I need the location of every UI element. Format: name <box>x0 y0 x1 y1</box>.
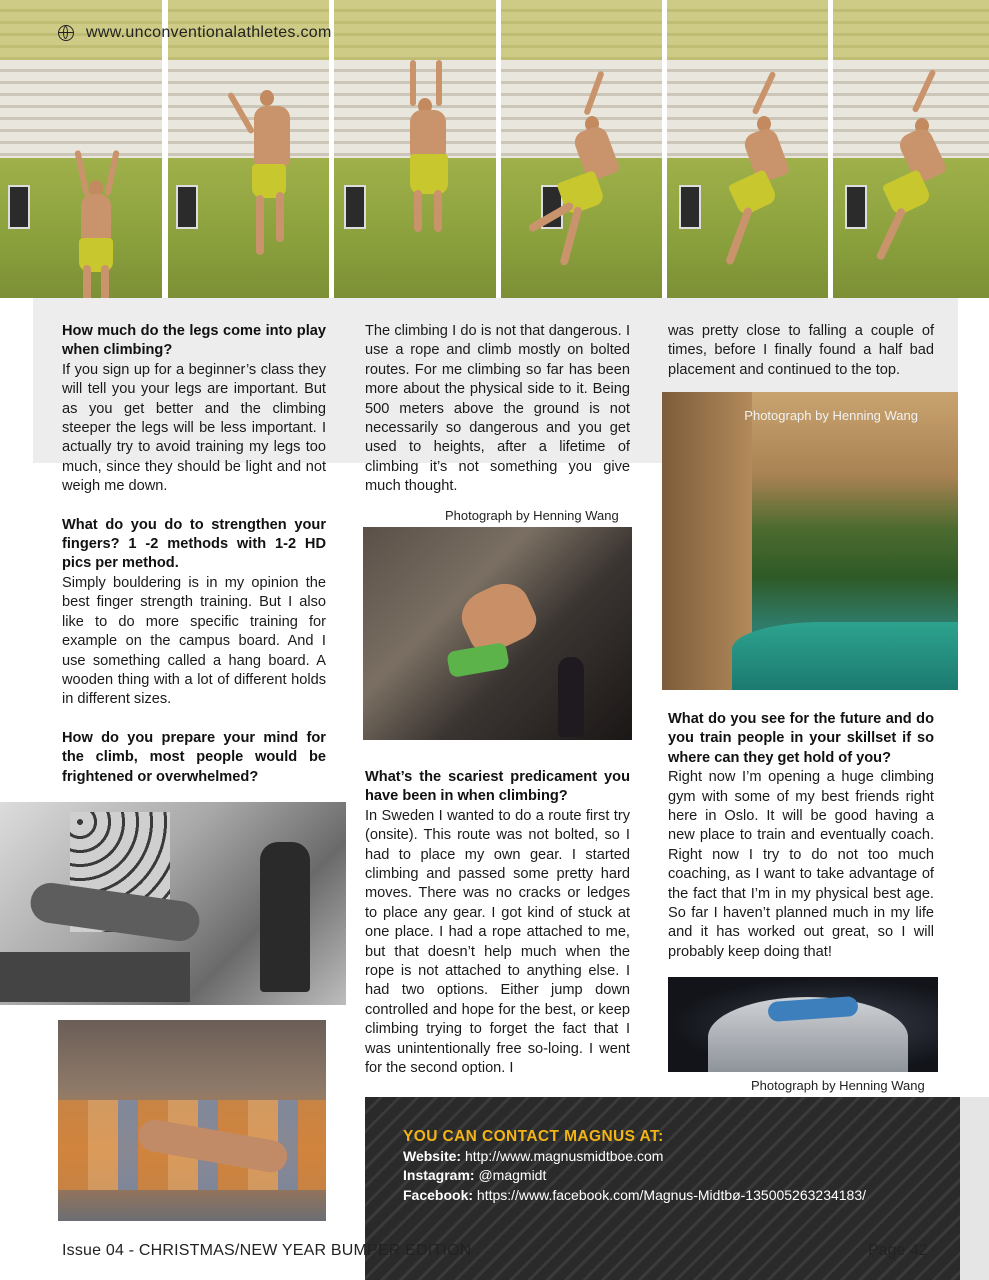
gym-training-photo <box>58 1020 326 1221</box>
website-url[interactable] <box>58 24 332 42</box>
question-scariest: What’s the scariest predicament you have been in when climbing? <box>365 769 630 805</box>
instagram-handle[interactable]: @magmidt <box>474 1167 547 1183</box>
globe-icon <box>58 25 74 41</box>
column-1 <box>62 322 326 787</box>
website-url-text: www.unconventionalathletes.com <box>86 24 332 41</box>
sequence-frame-1 <box>0 0 162 298</box>
crag-climbing-photo <box>363 527 632 740</box>
contact-facebook[interactable]: Facebook: https://www.facebook.com/Magnus-Midtbø-135005263234183/ <box>403 1186 867 1203</box>
campus-board-photo <box>0 802 346 1005</box>
question-future: What do you see for the future and do you train people in your skillset if so where can they get hold of you? <box>668 711 934 766</box>
answer-scariest-continued: was pretty close to falling a couple of times, before I finally found a half bad placement and continued to the top. <box>668 323 934 378</box>
canyon-landscape-photo <box>662 392 958 690</box>
question-legs: How much do the legs come into play when climbing? <box>62 323 326 359</box>
column-3-lower <box>668 710 934 962</box>
column-3 <box>668 322 934 380</box>
question-fingers: What do you do to strengthen your fingers? 1 -2 methods with 1-2 HD pics per method. <box>62 516 326 572</box>
photo-credit-1: Photograph by Henning Wang <box>445 508 619 523</box>
sequence-frame-5 <box>667 0 828 298</box>
photo-credit-2: Photograph by Henning Wang <box>744 408 918 423</box>
contact-title: YOU CAN CONTACT MAGNUS AT: <box>403 1128 664 1145</box>
question-mind: How do you prepare your mind for the climb, most people would be frightened or overwhelmed? <box>62 729 326 785</box>
answer-legs: If you sign up for a beginner’s class they will tell you your legs are important. But as you get better and the climbing steeper the legs will be less important. I actually try to avoid training my legs too much, since they should be light and not weigh me down. <box>62 361 326 495</box>
answer-mind: The climbing I do is not that dangerous. I use a rope and climb mostly on bolted routes. For me climbing so far has been more about the physical side to it. Being 500 meters above the ground is not necessarily so dangerous and you get used to heights, after a lifetime of climbing it’s not something you give much thought. <box>365 323 630 495</box>
contact-website[interactable]: Website: http://www.magnusmidtboe.com <box>403 1147 664 1164</box>
sequence-frame-6 <box>833 0 989 298</box>
photo-credit-3: Photograph by Henning Wang <box>751 1078 925 1093</box>
roof-climbing-photo <box>668 977 938 1072</box>
website-link[interactable]: http://www.magnusmidtboe.com <box>461 1147 664 1164</box>
contact-box-edge <box>960 1097 989 1280</box>
column-2-lower <box>365 768 630 1079</box>
facebook-link[interactable]: https://www.facebook.com/Magnus-Midtbø-135005263234183/ <box>473 1186 867 1203</box>
contact-instagram[interactable]: Instagram: @magmidt <box>403 1167 547 1183</box>
answer-scariest: In Sweden I wanted to do a route first try (onsite). This route was not bolted, so I had to place my own gear. I started climbing and passed some pretty hard moves. There was no cracks or ledges to place any gear. I got kind of stuck at one place. I had a rope attached to me, but that doesn’t help much when the rope is not attached to anything else. I had two options. Either jump down controlled and hope for the best, or keep climbing trying to forget the fact that I was unintentionally free so-loing. I went for the second option. I <box>365 807 630 1077</box>
sequence-frame-4 <box>501 0 662 298</box>
issue-label: Issue 04 - CHRISTMAS/NEW YEAR BUMPER EDITION <box>62 1242 472 1259</box>
page-number: Page 42 <box>868 1242 928 1259</box>
sequence-frame-2 <box>168 0 329 298</box>
column-2 <box>365 322 630 497</box>
climbing-sequence-photo-strip <box>0 0 989 298</box>
answer-future: Right now I’m opening a huge climbing gym with some of my best friends right here in Oslo. It will be good having a new place to train and eventually coach. Right now I try to do not too much coaching, as I want to take advantage of the fact that I’m in my physical best age. So far I haven’t planned much in my life and it has worked out great, so I will probably keep doing that! <box>668 769 934 960</box>
sequence-frame-3 <box>334 0 496 298</box>
answer-fingers: Simply bouldering is in my opinion the best finger strength training. But I also like to do more specific training for example on the campus board. And I use something called a hang board. A wooden thing with a lot of different holds in different sizes. <box>62 574 326 708</box>
